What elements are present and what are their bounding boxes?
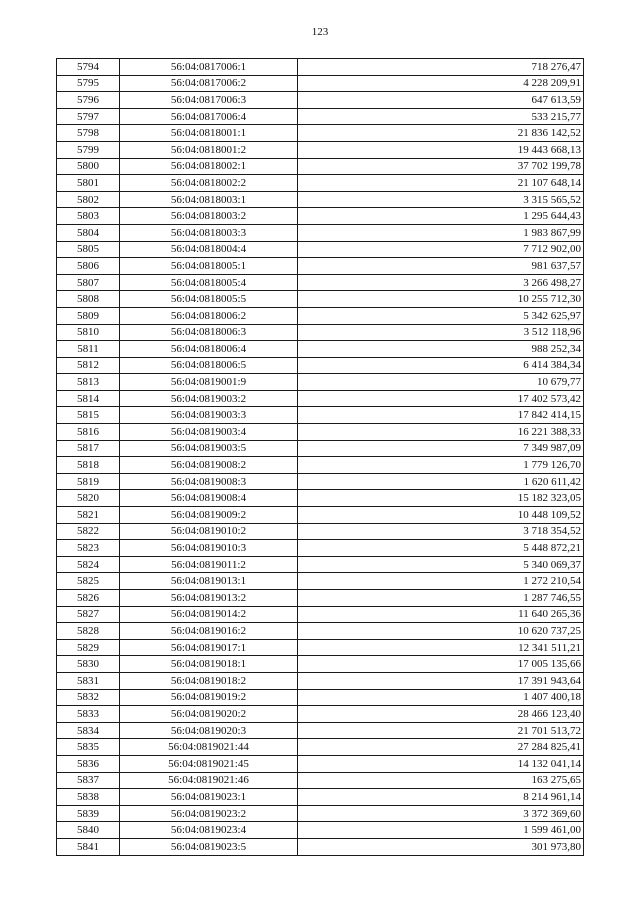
row-number-cell: 5836	[57, 755, 120, 772]
cadastral-number-cell: 56:04:0819013:2	[120, 590, 298, 607]
row-number-cell: 5802	[57, 191, 120, 208]
cadastral-number-cell: 56:04:0818005:1	[120, 258, 298, 275]
value-cell: 1 295 644,43	[298, 208, 584, 225]
value-cell: 1 407 400,18	[298, 689, 584, 706]
data-table	[56, 58, 584, 856]
table-row	[57, 507, 584, 524]
value-cell: 17 402 573,42	[298, 390, 584, 407]
table-row	[57, 291, 584, 308]
cadastral-number-cell: 56:04:0819020:2	[120, 706, 298, 723]
table-row	[57, 689, 584, 706]
cadastral-number-cell: 56:04:0819010:2	[120, 523, 298, 540]
row-number-cell: 5838	[57, 789, 120, 806]
table-row	[57, 440, 584, 457]
value-cell: 14 132 041,14	[298, 755, 584, 772]
value-cell: 21 107 648,14	[298, 175, 584, 192]
cadastral-number-cell: 56:04:0819021:46	[120, 772, 298, 789]
row-number-cell: 5809	[57, 307, 120, 324]
row-number-cell: 5837	[57, 772, 120, 789]
row-number-cell: 5827	[57, 606, 120, 623]
table-row	[57, 374, 584, 391]
cadastral-number-cell: 56:04:0819018:2	[120, 672, 298, 689]
table-row	[57, 191, 584, 208]
row-number-cell: 5807	[57, 274, 120, 291]
value-cell: 37 702 199,78	[298, 158, 584, 175]
row-number-cell: 5806	[57, 258, 120, 275]
cadastral-number-cell: 56:04:0818003:1	[120, 191, 298, 208]
row-number-cell: 5796	[57, 92, 120, 109]
cadastral-number-cell: 56:04:0818006:5	[120, 357, 298, 374]
value-cell: 1 983 867,99	[298, 224, 584, 241]
value-cell: 5 342 625,97	[298, 307, 584, 324]
cadastral-number-cell: 56:04:0818004:4	[120, 241, 298, 258]
row-number-cell: 5828	[57, 623, 120, 640]
table-row	[57, 722, 584, 739]
value-cell: 11 640 265,36	[298, 606, 584, 623]
cadastral-number-cell: 56:04:0819023:1	[120, 789, 298, 806]
table-row	[57, 822, 584, 839]
table-row	[57, 490, 584, 507]
row-number-cell: 5820	[57, 490, 120, 507]
row-number-cell: 5817	[57, 440, 120, 457]
cadastral-number-cell: 56:04:0817006:2	[120, 75, 298, 92]
row-number-cell: 5811	[57, 341, 120, 358]
row-number-cell: 5841	[57, 838, 120, 855]
value-cell: 647 613,59	[298, 92, 584, 109]
cadastral-number-cell: 56:04:0818001:2	[120, 141, 298, 158]
table-row	[57, 424, 584, 441]
row-number-cell: 5824	[57, 556, 120, 573]
table-row	[57, 357, 584, 374]
value-cell: 7 349 987,09	[298, 440, 584, 457]
table-row	[57, 590, 584, 607]
cadastral-number-cell: 56:04:0819009:2	[120, 507, 298, 524]
value-cell: 10 448 109,52	[298, 507, 584, 524]
cadastral-number-cell: 56:04:0819008:3	[120, 473, 298, 490]
table-row	[57, 258, 584, 275]
row-number-cell: 5832	[57, 689, 120, 706]
value-cell: 17 005 135,66	[298, 656, 584, 673]
value-cell: 1 599 461,00	[298, 822, 584, 839]
value-cell: 12 341 511,21	[298, 639, 584, 656]
table-row	[57, 573, 584, 590]
value-cell: 15 182 323,05	[298, 490, 584, 507]
table-row	[57, 623, 584, 640]
cadastral-number-cell: 56:04:0819008:4	[120, 490, 298, 507]
cadastral-number-cell: 56:04:0819019:2	[120, 689, 298, 706]
value-cell: 3 315 565,52	[298, 191, 584, 208]
table-row	[57, 274, 584, 291]
row-number-cell: 5840	[57, 822, 120, 839]
table-row	[57, 457, 584, 474]
table-row	[57, 59, 584, 76]
value-cell: 981 637,57	[298, 258, 584, 275]
value-cell: 988 252,34	[298, 341, 584, 358]
cadastral-number-cell: 56:04:0819023:5	[120, 838, 298, 855]
row-number-cell: 5815	[57, 407, 120, 424]
row-number-cell: 5819	[57, 473, 120, 490]
table-row	[57, 341, 584, 358]
row-number-cell: 5800	[57, 158, 120, 175]
table-row	[57, 556, 584, 573]
cadastral-number-cell: 56:04:0819016:2	[120, 623, 298, 640]
value-cell: 19 443 668,13	[298, 141, 584, 158]
cadastral-number-cell: 56:04:0819023:4	[120, 822, 298, 839]
table-row	[57, 606, 584, 623]
value-cell: 21 836 142,52	[298, 125, 584, 142]
cadastral-number-cell: 56:04:0819021:44	[120, 739, 298, 756]
table-row	[57, 307, 584, 324]
value-cell: 5 340 069,37	[298, 556, 584, 573]
cadastral-number-cell: 56:04:0819023:2	[120, 805, 298, 822]
row-number-cell: 5839	[57, 805, 120, 822]
cadastral-number-cell: 56:04:0818001:1	[120, 125, 298, 142]
table-row	[57, 772, 584, 789]
row-number-cell: 5810	[57, 324, 120, 341]
value-cell: 17 391 943,64	[298, 672, 584, 689]
table-body	[57, 59, 584, 856]
page-number: 123	[311, 26, 329, 38]
value-cell: 1 620 611,42	[298, 473, 584, 490]
cadastral-number-cell: 56:04:0819003:5	[120, 440, 298, 457]
value-cell: 10 679,77	[298, 374, 584, 391]
cadastral-number-cell: 56:04:0818002:2	[120, 175, 298, 192]
table-row	[57, 158, 584, 175]
table-row	[57, 75, 584, 92]
cadastral-number-cell: 56:04:0818005:5	[120, 291, 298, 308]
table-row	[57, 838, 584, 855]
value-cell: 21 701 513,72	[298, 722, 584, 739]
row-number-cell: 5794	[57, 59, 120, 76]
table-row	[57, 208, 584, 225]
table-row	[57, 141, 584, 158]
cadastral-number-cell: 56:04:0819011:2	[120, 556, 298, 573]
value-cell: 10 255 712,30	[298, 291, 584, 308]
table-row	[57, 523, 584, 540]
value-cell: 3 718 354,52	[298, 523, 584, 540]
value-cell: 3 372 369,60	[298, 805, 584, 822]
row-number-cell: 5803	[57, 208, 120, 225]
row-number-cell: 5831	[57, 672, 120, 689]
table-row	[57, 805, 584, 822]
cadastral-number-cell: 56:04:0819001:9	[120, 374, 298, 391]
cadastral-number-cell: 56:04:0818002:1	[120, 158, 298, 175]
value-cell: 3 512 118,96	[298, 324, 584, 341]
value-cell: 27 284 825,41	[298, 739, 584, 756]
value-cell: 17 842 414,15	[298, 407, 584, 424]
value-cell: 7 712 902,00	[298, 241, 584, 258]
cadastral-number-cell: 56:04:0818006:2	[120, 307, 298, 324]
table-row	[57, 473, 584, 490]
table-row	[57, 324, 584, 341]
row-number-cell: 5826	[57, 590, 120, 607]
cadastral-number-cell: 56:04:0818006:3	[120, 324, 298, 341]
table-row	[57, 706, 584, 723]
row-number-cell: 5813	[57, 374, 120, 391]
row-number-cell: 5812	[57, 357, 120, 374]
value-cell: 163 275,65	[298, 772, 584, 789]
cadastral-number-cell: 56:04:0817006:4	[120, 108, 298, 125]
table-row	[57, 656, 584, 673]
cadastral-number-cell: 56:04:0817006:3	[120, 92, 298, 109]
table-row	[57, 224, 584, 241]
table-row	[57, 92, 584, 109]
row-number-cell: 5835	[57, 739, 120, 756]
cadastral-number-cell: 56:04:0819013:1	[120, 573, 298, 590]
table-row	[57, 639, 584, 656]
table-row	[57, 125, 584, 142]
cadastral-number-cell: 56:04:0817006:1	[120, 59, 298, 76]
table-row	[57, 789, 584, 806]
row-number-cell: 5830	[57, 656, 120, 673]
table-row	[57, 540, 584, 557]
row-number-cell: 5798	[57, 125, 120, 142]
value-cell: 10 620 737,25	[298, 623, 584, 640]
cadastral-number-cell: 56:04:0818005:4	[120, 274, 298, 291]
value-cell: 6 414 384,34	[298, 357, 584, 374]
cadastral-number-cell: 56:04:0819018:1	[120, 656, 298, 673]
value-cell: 3 266 498,27	[298, 274, 584, 291]
row-number-cell: 5805	[57, 241, 120, 258]
value-cell: 1 272 210,54	[298, 573, 584, 590]
row-number-cell: 5833	[57, 706, 120, 723]
cadastral-number-cell: 56:04:0819014:2	[120, 606, 298, 623]
value-cell: 4 228 209,91	[298, 75, 584, 92]
row-number-cell: 5834	[57, 722, 120, 739]
row-number-cell: 5804	[57, 224, 120, 241]
cadastral-number-cell: 56:04:0818003:2	[120, 208, 298, 225]
cadastral-number-cell: 56:04:0818006:4	[120, 341, 298, 358]
value-cell: 533 215,77	[298, 108, 584, 125]
cadastral-number-cell: 56:04:0819003:4	[120, 424, 298, 441]
row-number-cell: 5801	[57, 175, 120, 192]
row-number-cell: 5825	[57, 573, 120, 590]
row-number-cell: 5795	[57, 75, 120, 92]
value-cell: 28 466 123,40	[298, 706, 584, 723]
value-cell: 301 973,80	[298, 838, 584, 855]
row-number-cell: 5816	[57, 424, 120, 441]
value-cell: 1 779 126,70	[298, 457, 584, 474]
value-cell: 5 448 872,21	[298, 540, 584, 557]
row-number-cell: 5799	[57, 141, 120, 158]
table-row	[57, 755, 584, 772]
table-row	[57, 241, 584, 258]
value-cell: 718 276,47	[298, 59, 584, 76]
row-number-cell: 5822	[57, 523, 120, 540]
cadastral-number-cell: 56:04:0819008:2	[120, 457, 298, 474]
table-row	[57, 175, 584, 192]
row-number-cell: 5829	[57, 639, 120, 656]
cadastral-number-cell: 56:04:0819020:3	[120, 722, 298, 739]
table-row	[57, 108, 584, 125]
row-number-cell: 5821	[57, 507, 120, 524]
cadastral-number-cell: 56:04:0819003:2	[120, 390, 298, 407]
value-cell: 8 214 961,14	[298, 789, 584, 806]
row-number-cell: 5814	[57, 390, 120, 407]
table-row	[57, 739, 584, 756]
cadastral-number-cell: 56:04:0819010:3	[120, 540, 298, 557]
cadastral-number-cell: 56:04:0819003:3	[120, 407, 298, 424]
row-number-cell: 5797	[57, 108, 120, 125]
value-cell: 1 287 746,55	[298, 590, 584, 607]
row-number-cell: 5808	[57, 291, 120, 308]
cadastral-number-cell: 56:04:0819021:45	[120, 755, 298, 772]
value-cell: 16 221 388,33	[298, 424, 584, 441]
cadastral-number-cell: 56:04:0818003:3	[120, 224, 298, 241]
row-number-cell: 5823	[57, 540, 120, 557]
row-number-cell: 5818	[57, 457, 120, 474]
cadastral-number-cell: 56:04:0819017:1	[120, 639, 298, 656]
table-row	[57, 672, 584, 689]
table-row	[57, 390, 584, 407]
table-row	[57, 407, 584, 424]
